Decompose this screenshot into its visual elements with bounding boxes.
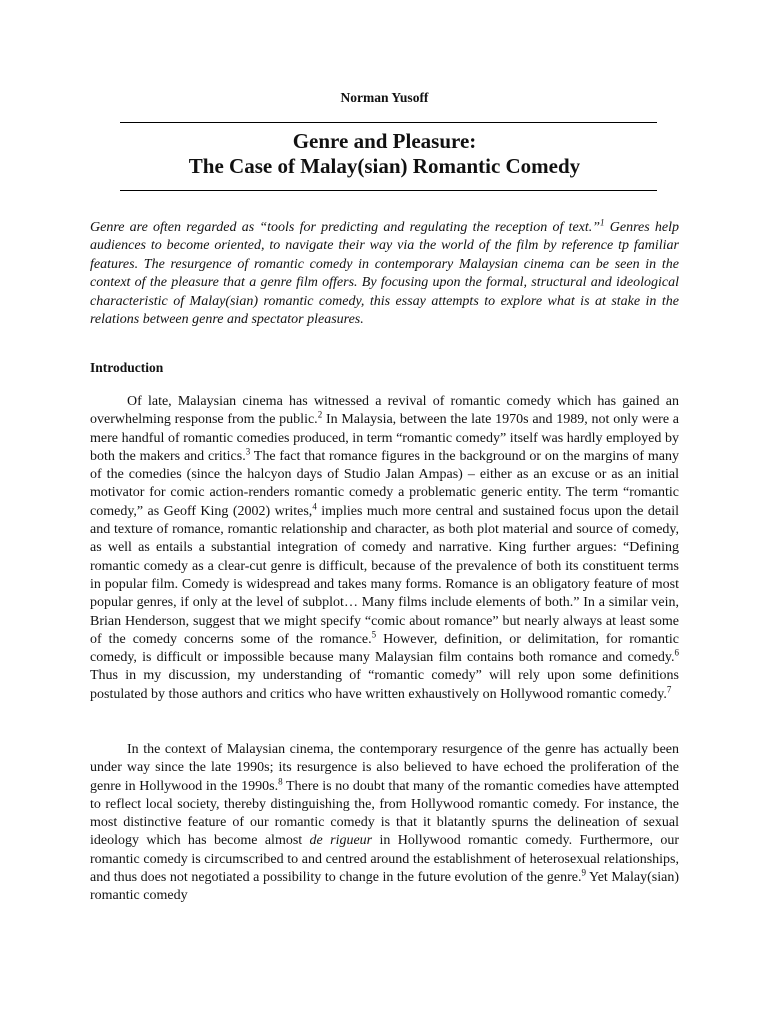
title-line-1: Genre and Pleasure:: [292, 129, 477, 153]
footnote-ref: 5: [371, 629, 377, 640]
paper-title: [90, 129, 679, 179]
footnote-ref: 1: [600, 217, 605, 228]
paragraph-text: The fact that romance figures in the background or on the margins of many of the comedies (since the halcyon days of Studio Jalan Ampas) – either as an excuse or as an initial motivator for comic action-renders romantic comedy a problematic generic entity. The term “romantic comedy,” as Geoff King (2002) writes,: [90, 448, 679, 519]
footnote-ref: 8: [278, 775, 283, 786]
title-line-2: The Case of Malay(sian) Romantic Comedy: [188, 154, 581, 178]
paragraph-text: Yet Malay(sian) romantic comedy: [90, 870, 679, 904]
footnote-ref: 2: [317, 409, 323, 420]
section-heading: Introduction: [90, 360, 164, 375]
paragraph-text: in Hollywood romantic comedy. Furthermore, our romantic comedy is circumscribed to and centred around the establishment of heterosexual relationships, and thus does not negotiated a possibility to change in the future evolution of the genre.: [90, 833, 679, 886]
paragraph-text: In Malaysia, between the late 1970s and 1989, not only were a mere handful of romantic comedies produced, in term “romantic comedy” itself was hardly employed by both the makers and critics.: [90, 412, 679, 464]
body-paragraph: [90, 741, 679, 906]
footnote-ref: 6: [674, 647, 679, 658]
paragraph-text: However, definition, or delimitation, for romantic comedy, is difficult or impossible because many Malaysian film contains both romance and comedy.: [90, 631, 679, 666]
paragraph-text: implies much more central and sustained focus upon the detail and texture of romance, romantic relationship and character, as both plot material and source of comedy, as well as entails a substantial integration of comedy and narrative. King further argues: “Defining romantic comedy as a clear-cut genre is difficult, because of the prevalence of both its constituent terms in popular film. Comedy is widespread and takes many forms. Romance is an obligatory feature of most popular genres, if only at the level of subplot… Many films include elements of both.” In a similar vein, Brian Henderson, suggest that we might specify “comic about romance” but nearly always at least some of the comedy concerns some of the romance.: [90, 503, 680, 647]
paragraph-text: There is no doubt that many of the romantic comedies have attempted to reflect local society, thereby distinguishing the, from Hollywood romantic comedy. For instance, the most distinctive feature of our romantic comedy is that it blatantly spurns the delineation of sexual ideology which has become almost: [90, 778, 680, 849]
footnote-ref: 7: [666, 684, 672, 695]
abstract: [90, 219, 679, 329]
footnote-ref: 4: [312, 501, 317, 512]
paragraph-text: In the context of Malaysian cinema, the contemporary resurgence of the genre has actually been under way since the late 1990s; its resurgence is also believed to have echoed the proliferation of the genre in Hollywood in the 1990s.: [90, 742, 679, 794]
footnote-ref: 3: [245, 446, 251, 457]
abstract-text: Genre are often regarded as “tools for predicting and regulating the reception of text.”: [90, 220, 601, 235]
body-paragraph: [90, 393, 679, 704]
abstract-text: Genres help audiences to become oriented, to navigate their way via the world of the film by reference tp familiar features. The resurgence of romantic comedy in contemporary Malaysian cinema can be seen in the context of the pleasure that a genre film offers. By focusing upon the formal, structural and ideological characteristic of Malay(sian) romantic comedy, this essay attempts to explore what is at stake in the relations between genre and spectator pleasures.: [90, 220, 679, 328]
paragraph-text: Of late, Malaysian cinema has witnessed a revival of romantic comedy which has gained an overwhelming response from the public.: [90, 394, 679, 428]
paragraph-text: Thus in my discussion, my understanding of “romantic comedy” will rely upon some definitions postulated by those authors and critics who have written exhaustively on Hollywood romantic comedy.: [90, 668, 679, 702]
italic-term: de rigueur: [309, 833, 373, 849]
title-bottom-rule: [120, 190, 657, 191]
author-name: Norman Yusoff: [340, 90, 429, 105]
footnote-ref: 9: [581, 867, 586, 878]
title-top-rule: [120, 122, 657, 123]
